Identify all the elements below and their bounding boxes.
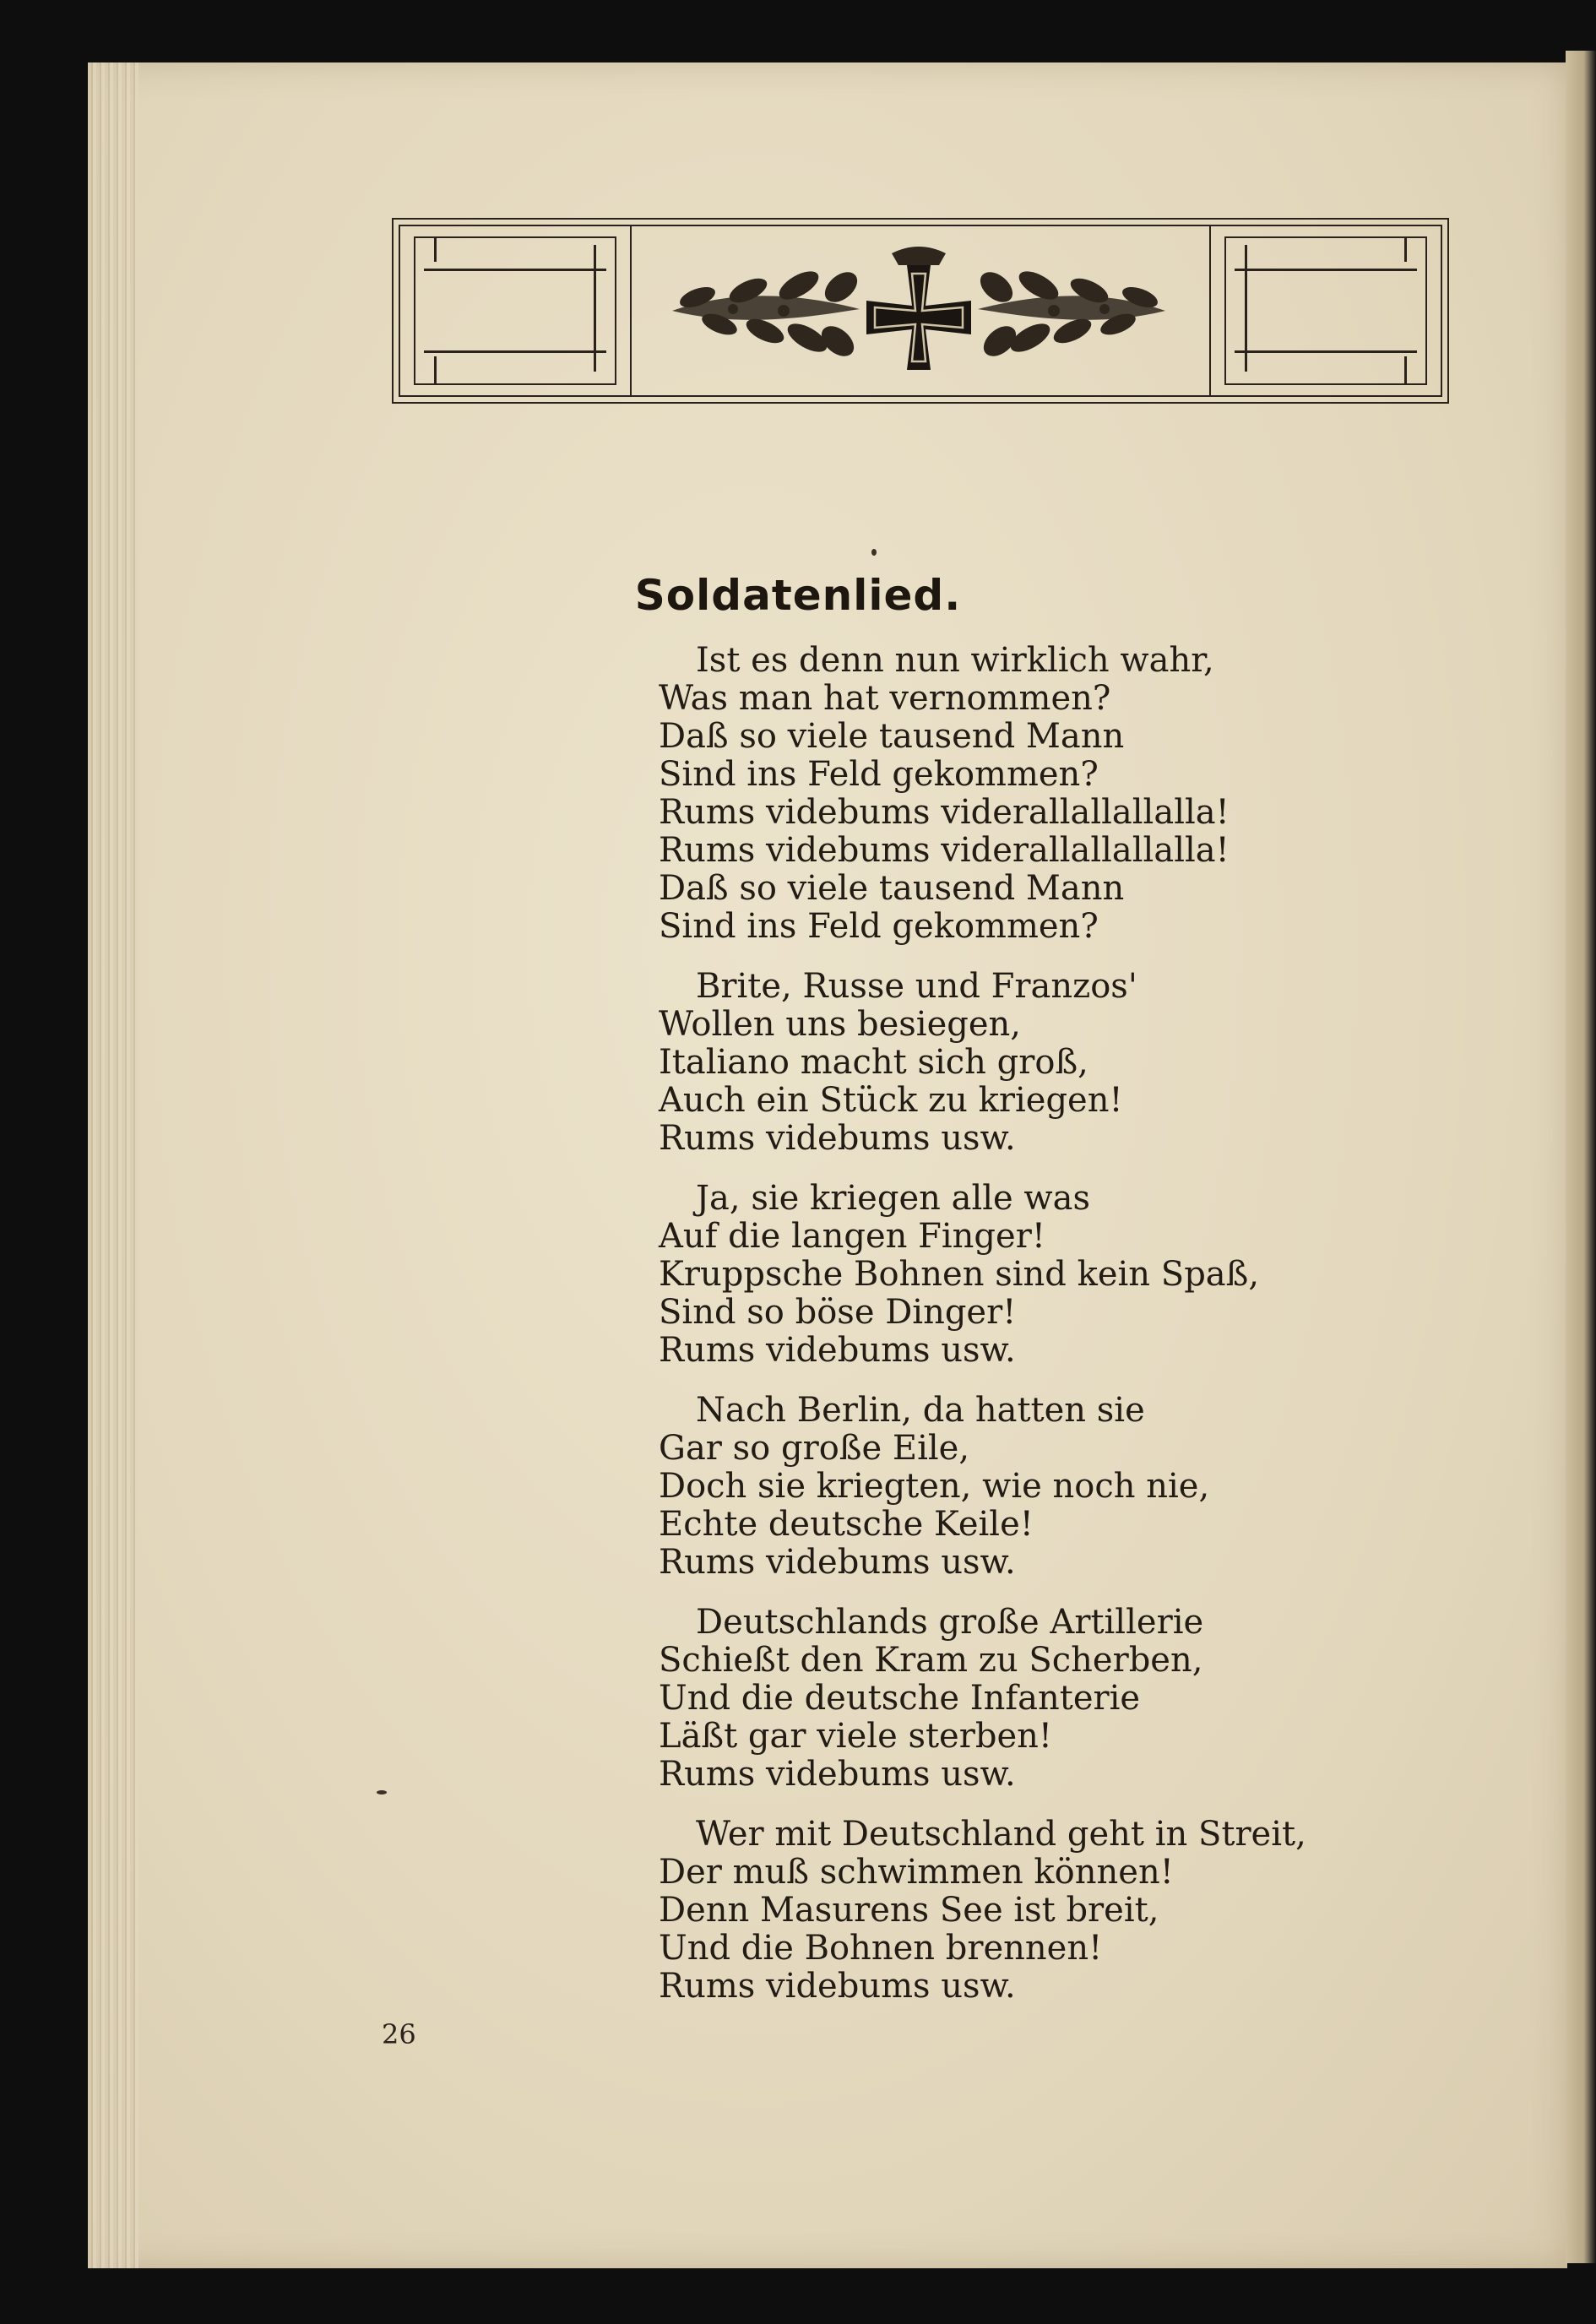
stanza bbox=[659, 1604, 1436, 1794]
poem-line: Rums videbums usw. bbox=[659, 1119, 1016, 1158]
poem-line: Und die Bohnen brennen! bbox=[659, 1929, 1103, 1968]
poem-line: Der muß schwimmen können! bbox=[659, 1853, 1174, 1892]
poem-line: Wer mit Deutschland geht in Streit, bbox=[696, 1815, 1306, 1854]
poem-line: Daß so viele tausend Mann bbox=[659, 717, 1125, 756]
poem-line: Schießt den Kram zu Scherben, bbox=[659, 1641, 1203, 1680]
poem-line: Was man hat vernommen? bbox=[659, 679, 1111, 718]
poem-line: Rums videbums usw. bbox=[659, 1331, 1016, 1370]
poem-line: Doch sie kriegten, wie noch nie, bbox=[659, 1467, 1210, 1506]
poem-title: Soldatenlied. bbox=[634, 571, 962, 620]
book-spine bbox=[1566, 51, 1596, 2263]
poem-line: Rums videbums usw. bbox=[659, 1755, 1016, 1794]
poem-line: Echte deutsche Keile! bbox=[659, 1505, 1034, 1544]
poem-line: Nach Berlin, da hatten sie bbox=[696, 1391, 1145, 1430]
stanza bbox=[659, 1392, 1436, 1582]
stanza bbox=[659, 968, 1436, 1158]
iron-cross-with-oak-leaves-icon bbox=[638, 236, 1199, 385]
print-speck bbox=[377, 1790, 387, 1795]
poem-line: Italiano macht sich groß, bbox=[659, 1043, 1088, 1082]
poem-line: Auf die langen Finger! bbox=[659, 1217, 1045, 1256]
poem-line: Brite, Russe und Franzos' bbox=[696, 967, 1137, 1006]
poem-line: Ist es denn nun wirklich wahr, bbox=[696, 641, 1214, 680]
poem-line: Denn Masurens See ist breit, bbox=[659, 1891, 1159, 1930]
ornament-left-panel bbox=[399, 225, 632, 397]
page-number: 26 bbox=[382, 2018, 416, 2050]
poem-line: Auch ein Stück zu kriegen! bbox=[659, 1081, 1123, 1120]
poem-line: Sind so böse Dinger! bbox=[659, 1293, 1017, 1332]
header-ornament bbox=[392, 218, 1449, 404]
poem-line: Und die deutsche Infanterie bbox=[659, 1679, 1141, 1718]
stanza bbox=[659, 642, 1436, 946]
poem-line: Kruppsche Bohnen sind kein Spaß, bbox=[659, 1255, 1260, 1294]
poem-line: Wollen uns besiegen, bbox=[659, 1005, 1022, 1044]
poem-line: Daß so viele tausend Mann bbox=[659, 869, 1125, 908]
ornament-right-panel bbox=[1209, 225, 1442, 397]
poem-line: Rums videbums usw. bbox=[659, 1967, 1016, 2006]
poem-body bbox=[659, 642, 1436, 2028]
stanza bbox=[659, 1180, 1436, 1370]
poem-line: Rums videbums viderallallallalla! bbox=[659, 793, 1230, 832]
stanza bbox=[659, 1816, 1436, 2006]
poem-line: Ja, sie kriegen alle was bbox=[696, 1179, 1091, 1218]
poem-line: Deutschlands große Artillerie bbox=[696, 1603, 1204, 1642]
poem-line: Läßt gar viele sterben! bbox=[659, 1717, 1052, 1756]
poem-line: Rums videbums viderallallallalla! bbox=[659, 831, 1230, 870]
print-speck bbox=[871, 549, 877, 556]
poem-line: Sind ins Feld gekommen? bbox=[659, 907, 1099, 946]
page-edges bbox=[88, 62, 138, 2268]
poem-line: Rums videbums usw. bbox=[659, 1543, 1016, 1582]
poem-line: Sind ins Feld gekommen? bbox=[659, 755, 1099, 794]
poem-line: Gar so große Eile, bbox=[659, 1429, 970, 1468]
